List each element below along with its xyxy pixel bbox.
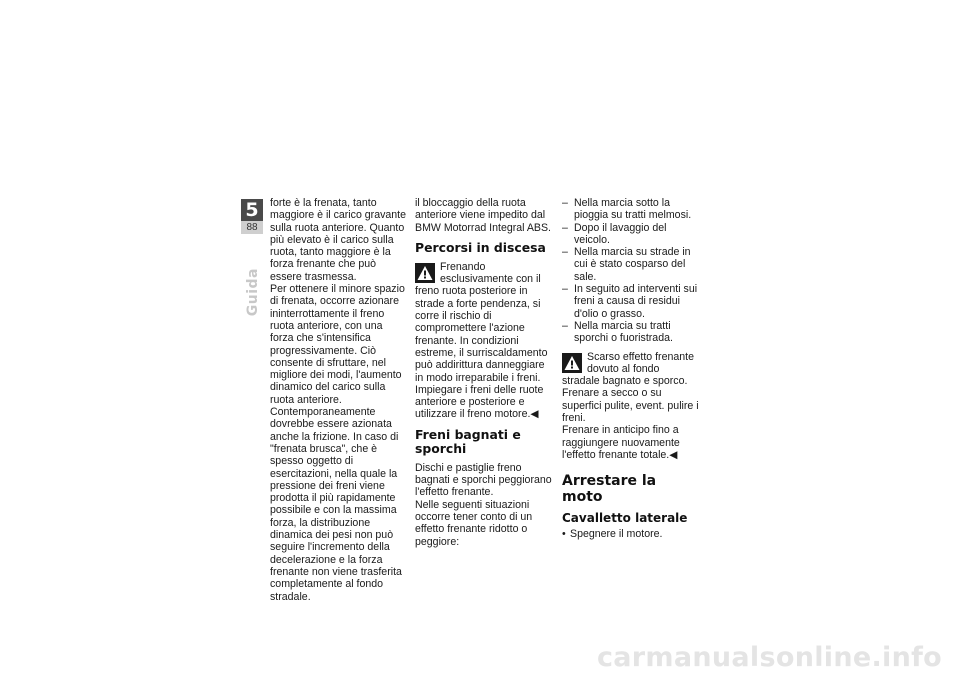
warning-icon [562, 353, 582, 373]
warning-block [415, 261, 553, 384]
section-label: Guida [245, 268, 261, 317]
chapter-number: 5 [241, 199, 263, 221]
condition-list [562, 197, 700, 345]
list-item: – Nella marcia su tratti sporchi o fuoristrada. [562, 320, 700, 345]
list-item: – Dopo il lavaggio del veicolo. [562, 222, 700, 247]
watermark: carmanualsonline.info [596, 642, 942, 673]
paragraph: Dischi e pastiglie freno bagnati e sporchi peggiorano l'effetto frenante. [415, 461, 552, 499]
warning-block [562, 351, 700, 388]
paragraph: Impiegare i freni delle ruote anteriore e posteriore e utilizzare il freno motore.◀ [415, 383, 544, 421]
warning-icon [415, 263, 435, 283]
list-item: – Nella marcia sotto la pioggia su tratti melmosi. [562, 197, 700, 222]
column-1 [270, 197, 408, 603]
heading-freni-bagnati: Freni bagnati e sporchi [415, 426, 521, 456]
list-item: • Spegnere il motore. [562, 528, 700, 540]
paragraph: Nelle seguenti situazioni occorre tener conto di un effetto frenante ridotto o peggiore: [415, 498, 533, 548]
paragraph: forte è la frenata, tanto maggiore è il carico gravante sulla ruota anteriore. Quanto più elevato è il carico sulla ruota, tanto maggiore è la forza frenante che può essere trasmessa. [270, 197, 407, 283]
paragraph: Per ottenere il minore spazio di frenata, occorre azionare ininterrottamente il freno ruota anteriore, con una forza che s'intensifica progressivamente. Ciò consente di sfruttare, nel migliore dei modi, l'aumento dinamico del carico sulla ruota anteriore. Contemporaneamente dovrebbe essere azionata anche la frizione. In caso di "frenata brusca", che è spesso oggetto di esercitazioni, nella quale la pressione dei freni viene prodotta il più rapidamente possibile e con la massima forza, la distribuzione dinamica dei pesi non può seguire l'incremento della decelerazione e la forza frenante non viene trasferita completamente al fondo stradale. [270, 283, 405, 603]
chapter-tab [241, 199, 263, 234]
list-item: – In seguito ad interventi sui freni a causa di residui d'olio o grasso. [562, 283, 700, 320]
paragraph: Frenare a secco o su superfici pulite, event. pulire i freni. [562, 387, 699, 425]
paragraph: il bloccaggio della ruota anteriore viene impedito dal BMW Motorrad Integral ABS. [415, 197, 552, 234]
heading-percorsi-discesa: Percorsi in discesa [415, 239, 546, 255]
step-list [562, 528, 700, 540]
column-2 [415, 197, 553, 548]
warning-text: Scarso effetto frenante dovuto al fondo stradale bagnato e sporco. [562, 350, 694, 388]
heading-arrestare-moto: Arrestare la moto [562, 473, 657, 506]
page-number: 88 [241, 221, 263, 234]
list-item: – Nella marcia su strade in cui è stato cosparso del sale. [562, 246, 700, 283]
column-3 [562, 197, 700, 541]
warning-text: Frenando esclusivamente con il freno ruota posteriore in strade a forte pendenza, si corre il rischio di compromettere l'azione frenante. In condizioni estreme, il surriscaldamento può addirittura danneggiare in modo irreparabile i freni. [415, 260, 548, 384]
heading-cavalletto-laterale: Cavalletto laterale [562, 511, 688, 526]
paragraph: Frenare in anticipo fino a raggiungere nuovamente l'effetto frenante totale.◀ [562, 424, 680, 461]
